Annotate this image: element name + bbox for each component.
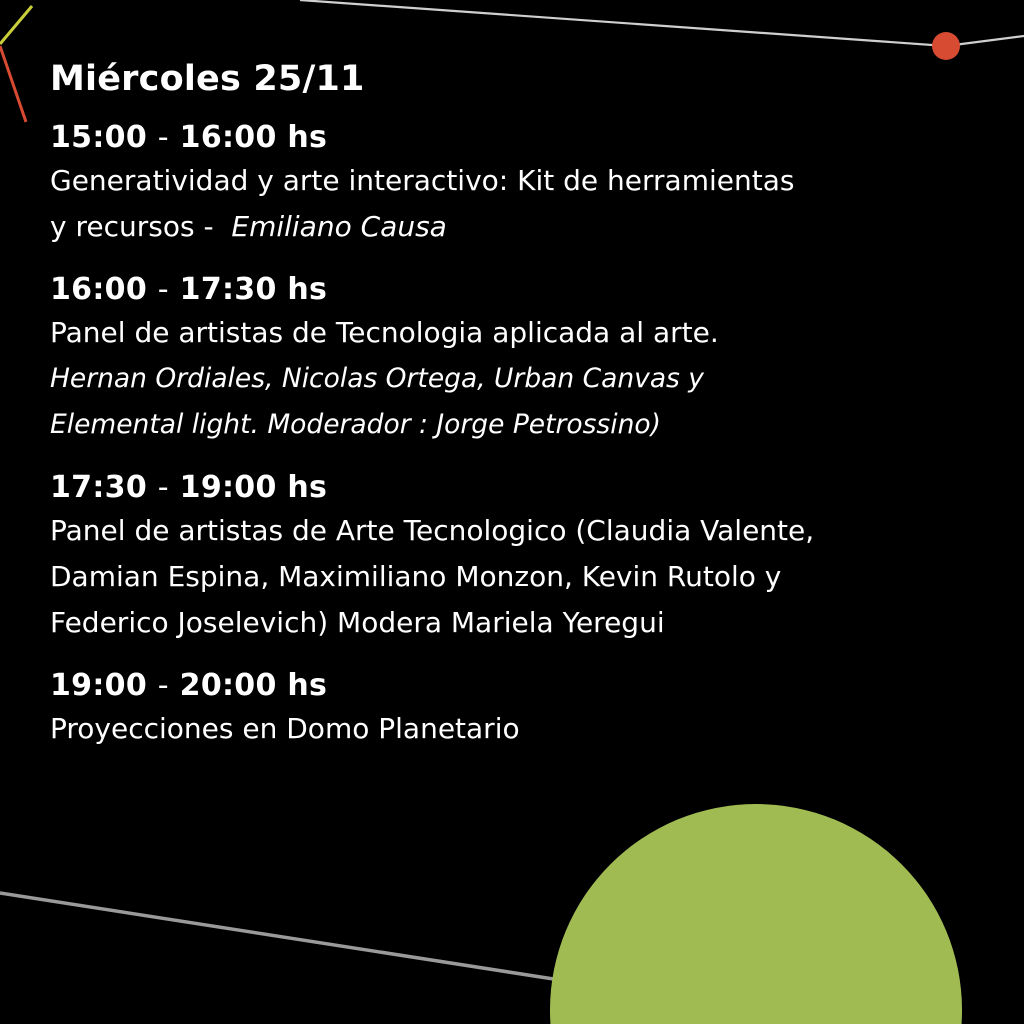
description-line: Proyecciones en Domo Planetario <box>50 712 520 745</box>
time-end: 20:00 hs <box>179 668 328 703</box>
session-2 <box>50 270 950 448</box>
session-time <box>50 468 950 508</box>
time-separator: - <box>157 120 169 155</box>
time-start: 15:00 <box>50 120 147 155</box>
time-separator: - <box>157 470 169 505</box>
description-line <box>50 204 950 250</box>
description-line: Panel de artistas de Tecnologia aplicada al arte. <box>50 316 719 349</box>
session-description <box>50 310 950 448</box>
time-start: 19:00 <box>50 668 147 703</box>
description-line: Panel de artistas de Arte Tecnologico (Claudia Valente, <box>50 514 815 547</box>
time-end: 19:00 hs <box>179 470 328 505</box>
time-end: 17:30 hs <box>179 272 328 307</box>
schedule-content <box>50 54 950 772</box>
speakers-line: Elemental light. Moderador : Jorge Petrossino) <box>50 409 661 440</box>
time-end: 16:00 hs <box>179 120 328 155</box>
top-thin-line <box>300 0 946 46</box>
session-time <box>50 270 950 310</box>
speakers-line: Hernan Ordiales, Nicolas Ortega, Urban Canvas y <box>50 363 704 394</box>
time-start: 17:30 <box>50 470 147 505</box>
gray-bottom-line <box>0 893 560 980</box>
session-time <box>50 118 950 158</box>
session-1 <box>50 118 950 250</box>
session-description <box>50 158 950 250</box>
red-corner-line <box>0 46 26 122</box>
speaker-name: Emiliano Causa <box>231 210 447 243</box>
day-title: Miércoles 25/11 <box>50 59 365 99</box>
session-4 <box>50 666 950 752</box>
session-description <box>50 706 950 752</box>
time-separator: - <box>157 668 169 703</box>
time-start: 16:00 <box>50 272 147 307</box>
yellow-corner-line <box>0 6 32 44</box>
description-line: Damian Espina, Maximiliano Monzon, Kevin Rutolo y <box>50 560 782 593</box>
description-line: Federico Joselevich) Modera Mariela Yeregui <box>50 606 665 639</box>
session-description <box>50 508 950 646</box>
description-line: Generatividad y arte interactivo: Kit de herramientas <box>50 164 795 197</box>
time-separator: - <box>157 272 169 307</box>
green-circle <box>550 804 962 1024</box>
session-time <box>50 666 950 706</box>
description-text: y recursos - <box>50 210 223 243</box>
session-3 <box>50 468 950 646</box>
